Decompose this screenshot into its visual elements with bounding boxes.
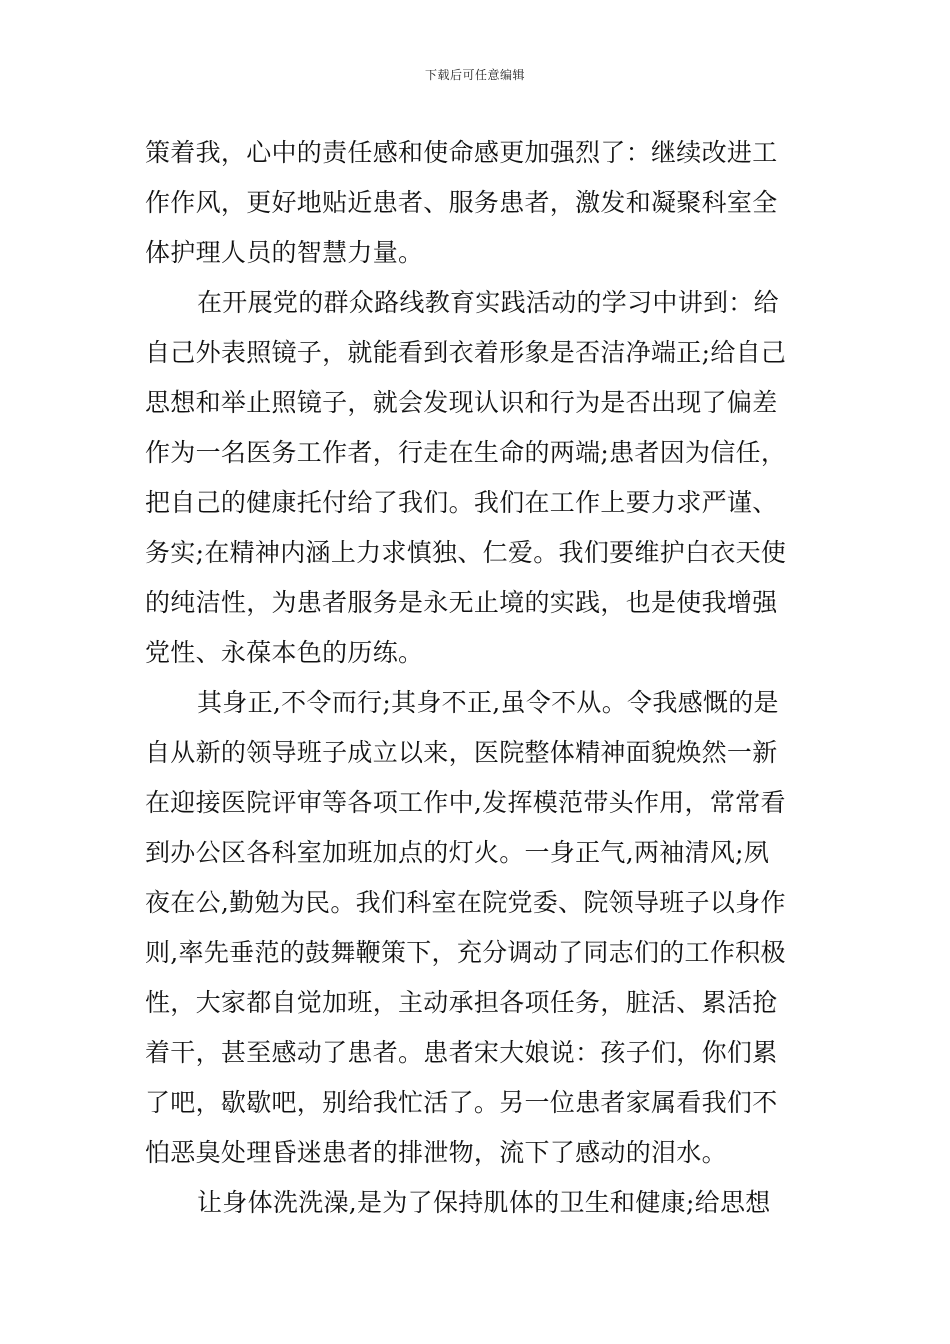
text-line: 夜在公,勤勉为民。我们科室在院党委、院领导班子以身作 <box>145 888 786 917</box>
paragraph-first-line: 让身体洗洗澡,是为了保持肌体的卫生和健康;给思想 <box>197 1188 771 1217</box>
text-line: 性，大家都自觉加班，主动承担各项任务，脏活、累活抢 <box>145 988 778 1017</box>
text-line: 务实;在精神内涵上力求慎独、仁爱。我们要维护白衣天使 <box>145 538 787 567</box>
paragraph-first-line: 在开展党的群众路线教育实践活动的学习中讲到：给 <box>197 288 779 317</box>
text-line: 着干，甚至感动了患者。患者宋大娘说：孩子们，你们累 <box>145 1038 778 1067</box>
header-note: 下载后可任意编辑 <box>424 68 525 82</box>
text-line: 党性、永葆本色的历练。 <box>145 638 424 667</box>
text-line: 自己外表照镜子，就能看到衣着形象是否洁净端正;给自己 <box>145 338 787 367</box>
text-line: 体护理人员的智慧力量。 <box>145 238 424 267</box>
text-line: 作为一名医务工作者，行走在生命的两端;患者因为信任， <box>145 438 787 467</box>
text-line: 到办公区各科室加班加点的灯火。一身正气,两袖清风;夙 <box>145 838 770 867</box>
text-line: 作作风，更好地贴近患者、服务患者，激发和凝聚科室全 <box>145 188 778 217</box>
text-line: 在迎接医院评审等各项工作中,发挥模范带头作用，常常看 <box>145 788 786 817</box>
text-line: 了吧，歇歇吧，别给我忙活了。另一位患者家属看我们不 <box>145 1088 778 1117</box>
text-line: 思想和举止照镜子，就会发现认识和行为是否出现了偏差 <box>145 388 778 417</box>
text-line: 则,率先垂范的鼓舞鞭策下，充分调动了同志们的工作积极 <box>145 938 786 967</box>
text-line: 的纯洁性，为患者服务是永无止境的实践，也是使我增强 <box>145 588 778 617</box>
paragraph-first-line: 其身正,不令而行;其身不正,虽令不从。令我感慨的是 <box>197 688 779 717</box>
text-line: 怕恶臭处理昏迷患者的排泄物，流下了感动的泪水。 <box>145 1138 727 1167</box>
text-line: 自从新的领导班子成立以来，医院整体精神面貌焕然一新 <box>145 738 778 767</box>
document-body <box>145 128 810 1228</box>
text-line: 把自己的健康托付给了我们。我们在工作上要力求严谨、 <box>145 488 778 517</box>
text-line: 策着我，心中的责任感和使命感更加强烈了：继续改进工 <box>145 138 778 167</box>
